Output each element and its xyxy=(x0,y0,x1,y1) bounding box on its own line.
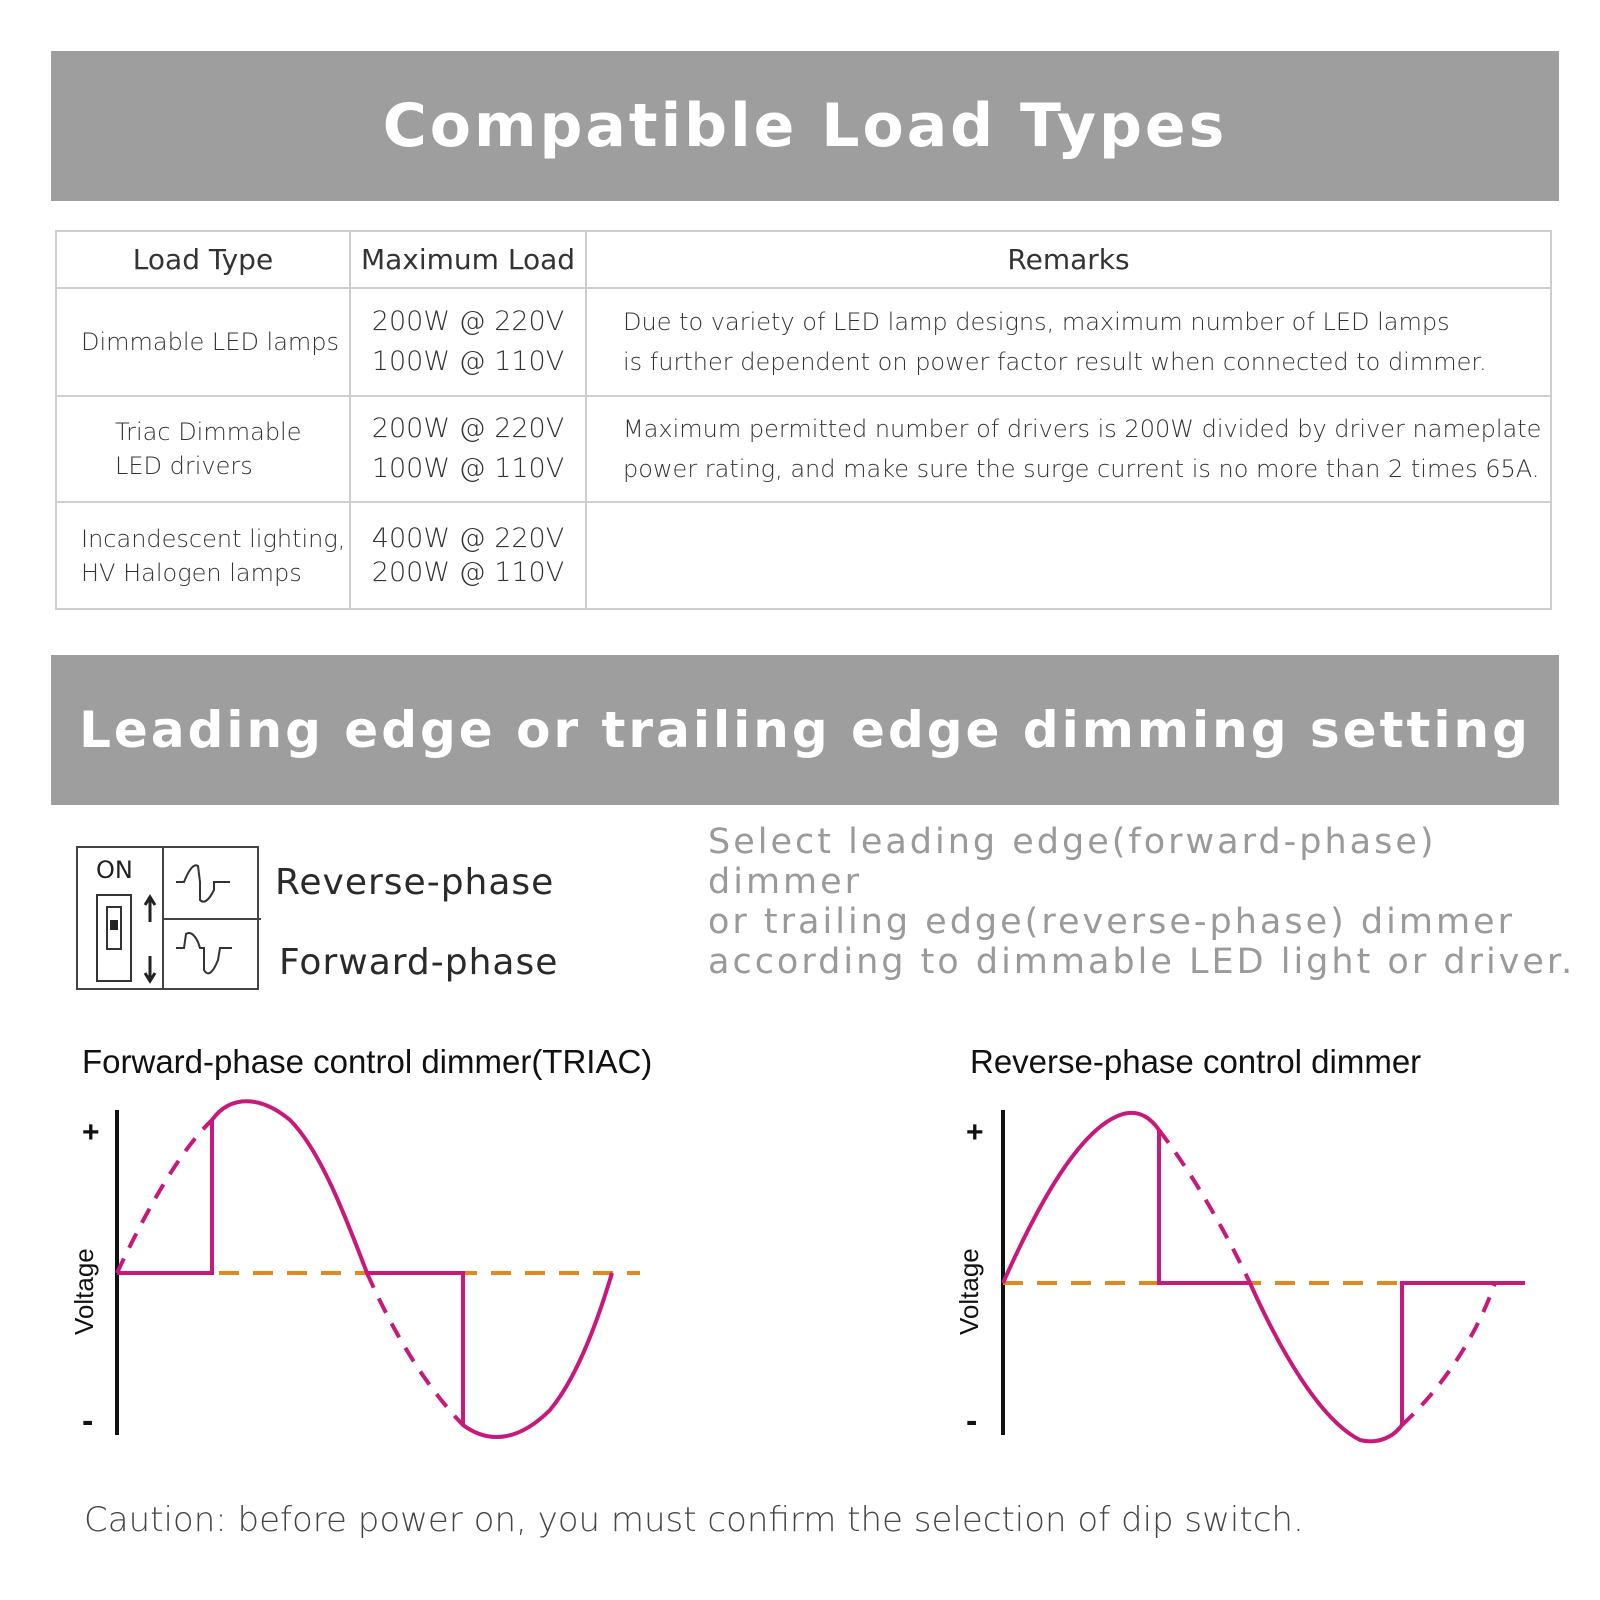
header-remarks: Remarks xyxy=(586,231,1551,288)
blocked-wave-segment xyxy=(117,1120,212,1273)
forward-phase-waveform xyxy=(69,1101,640,1440)
voltage-axis-label: Voltage xyxy=(69,1248,99,1335)
minus-sign: - xyxy=(82,1402,94,1440)
max-load-110: 100W @ 110V xyxy=(371,453,565,484)
remark-line: is further dependent on power factor result when connected to dimmer. xyxy=(623,348,1487,376)
minus-sign: - xyxy=(966,1402,978,1440)
load-type-text: HV Halogen lamps xyxy=(81,558,302,587)
forward-phase-label: Forward-phase xyxy=(279,942,559,983)
load-type-text: LED drivers xyxy=(115,452,253,480)
instruction-line: or trailing edge(reverse-phase) dimmer xyxy=(708,902,1515,942)
load-types-heading: Compatible Load Types xyxy=(382,91,1228,161)
conducted-wave xyxy=(1003,1113,1525,1441)
load-type-text: Triac Dimmable xyxy=(115,418,302,446)
load-type-text: Dimmable LED lamps xyxy=(81,328,340,356)
blocked-wave-segment xyxy=(1159,1130,1250,1283)
max-load-110: 200W @ 110V xyxy=(371,556,565,588)
dimming-setting-heading: Leading edge or trailing edge dimming setting xyxy=(79,701,1531,759)
remark-line: power rating, and make sure the surge current is no more than 2 times 65A. xyxy=(623,455,1540,483)
blocked-wave-segment xyxy=(367,1273,463,1425)
instruction-line: according to dimmable LED light or driver. xyxy=(708,942,1576,982)
load-type-text: Incandescent lighting, xyxy=(81,524,346,553)
plus-sign: + xyxy=(82,1116,100,1149)
max-load-220: 400W @ 220V xyxy=(371,522,565,554)
header-load-type: Load Type xyxy=(56,231,350,288)
reverse-phase-label: Reverse-phase xyxy=(275,862,555,903)
remark-line: Due to variety of LED lamp designs, maximum number of LED lamps xyxy=(623,308,1450,336)
max-load-110: 100W @ 110V xyxy=(371,346,565,377)
blocked-wave-segment xyxy=(1402,1283,1495,1425)
header-maximum-load: Maximum Load xyxy=(350,231,586,288)
forward-phase-chart-title: Forward-phase control dimmer(TRIAC) xyxy=(82,1043,653,1080)
conducted-wave xyxy=(117,1101,612,1437)
plus-sign: + xyxy=(966,1116,984,1149)
max-load-220: 200W @ 220V xyxy=(371,306,565,337)
on-label: ON xyxy=(96,856,133,884)
voltage-axis-label: Voltage xyxy=(954,1248,984,1335)
max-load-220: 200W @ 220V xyxy=(371,413,565,444)
reverse-phase-chart-title: Reverse-phase control dimmer xyxy=(970,1043,1422,1080)
reverse-phase-waveform xyxy=(954,1110,1525,1441)
instruction-line: Select leading edge(forward-phase) dimmer xyxy=(708,822,1437,902)
caution-note: Caution: before power on, you must confirm the selection of dip switch. xyxy=(84,1500,1304,1540)
remark-line: Maximum permitted number of drivers is 200W divided by driver nameplate xyxy=(623,415,1542,443)
